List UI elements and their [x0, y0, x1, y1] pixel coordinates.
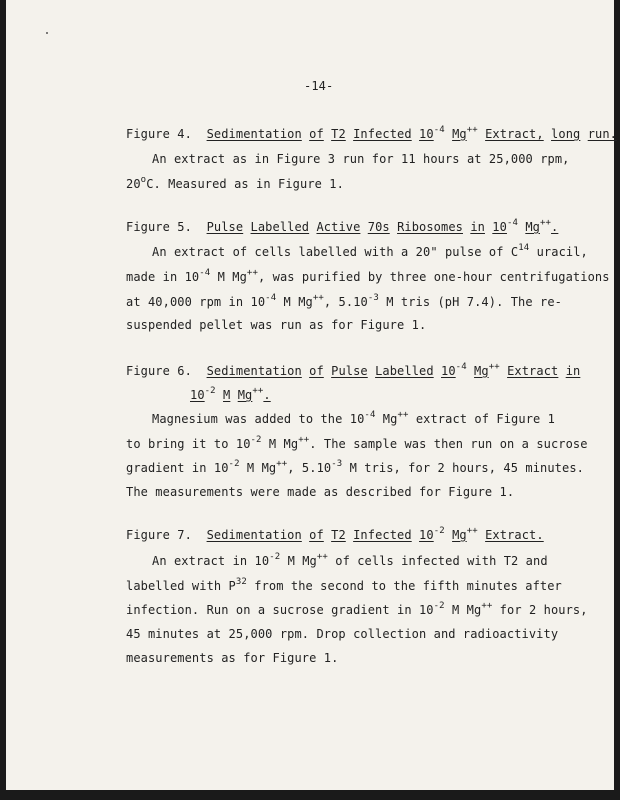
figure-7-line-5: measurements as for Figure 1. — [126, 651, 339, 665]
figure-5-line-3: at 40,000 rpm in $10^{-4}$ M Mg++, $5.10^{-3}$ M tris (pH 7.4). The re- — [126, 293, 563, 309]
figure-6-line-4: The measurements were made as described for Figure 1. — [126, 485, 515, 499]
figure-label: Figure 7. — [126, 528, 192, 542]
figure-5-line-2: made in $10^{-4}$ M Mg++, was purified by three one-hour centrifugations — [126, 268, 610, 284]
figure-4-line-1: An extract as in Figure 3 run for 11 hours at 25,000 rpm, — [152, 152, 570, 166]
figure-6-line-1: Magnesium was added to the $10^{-4}$ Mg++ extract of Figure 1 — [152, 410, 555, 426]
page-number: -14- — [304, 79, 334, 93]
figure-label: Figure 4. — [126, 127, 192, 141]
figure-6-line-2: to bring it to $10^{-2}$ M Mg++. The sample was then run on a sucrose — [126, 435, 588, 451]
figure-7-heading: Figure 7. Sedimentation of T2 Infected $10^{-2}$ Mg++ Extract. — [126, 526, 544, 542]
figure-label: Figure 5. — [126, 220, 192, 234]
figure-label: Figure 6. — [126, 364, 192, 378]
figure-7-line-1: An extract in $10^{-2}$ M Mg++ of cells infected with T2 and — [152, 552, 548, 568]
figure-4-line-2: 20$^o$C. Measured as in Figure 1. — [126, 175, 344, 191]
figure-7-line-3: infection. Run on a sucrose gradient in $10^{-2}$ M Mg++ for 2 hours, — [126, 601, 588, 617]
figure-4-heading: Figure 4. Sedimentation of T2 Infected $10^{-4}$ Mg++ Extract, long run. — [126, 125, 617, 141]
figure-6-heading-cont: $10^{-2}$ M Mg++. — [190, 386, 271, 402]
figure-6-line-3: gradient in $10^{-2}$ M Mg++, $5.10^{-3}$ M tris, for 2 hours, 45 minutes. — [126, 459, 584, 475]
figure-5-line-1: An extract of cells labelled with a 20" pulse of $C^{14}$ uracil, — [152, 243, 588, 259]
figure-6-heading: Figure 6. Sedimentation of Pulse Labelled $10^{-4}$ Mg++ Extract in — [126, 362, 581, 378]
figure-7-line-4: 45 minutes at 25,000 rpm. Drop collection and radioactivity — [126, 627, 559, 641]
figure-5-line-4: suspended pellet was run as for Figure 1. — [126, 318, 427, 332]
paper-page — [6, 0, 617, 790]
speck-mark — [46, 32, 48, 34]
figure-7-line-2: labelled with $P^{32}$ from the second to the fifth minutes after — [126, 577, 562, 593]
figure-5-heading: Figure 5. Pulse Labelled Active 70s Ribosomes in $10^{-4}$ Mg++. — [126, 218, 559, 234]
